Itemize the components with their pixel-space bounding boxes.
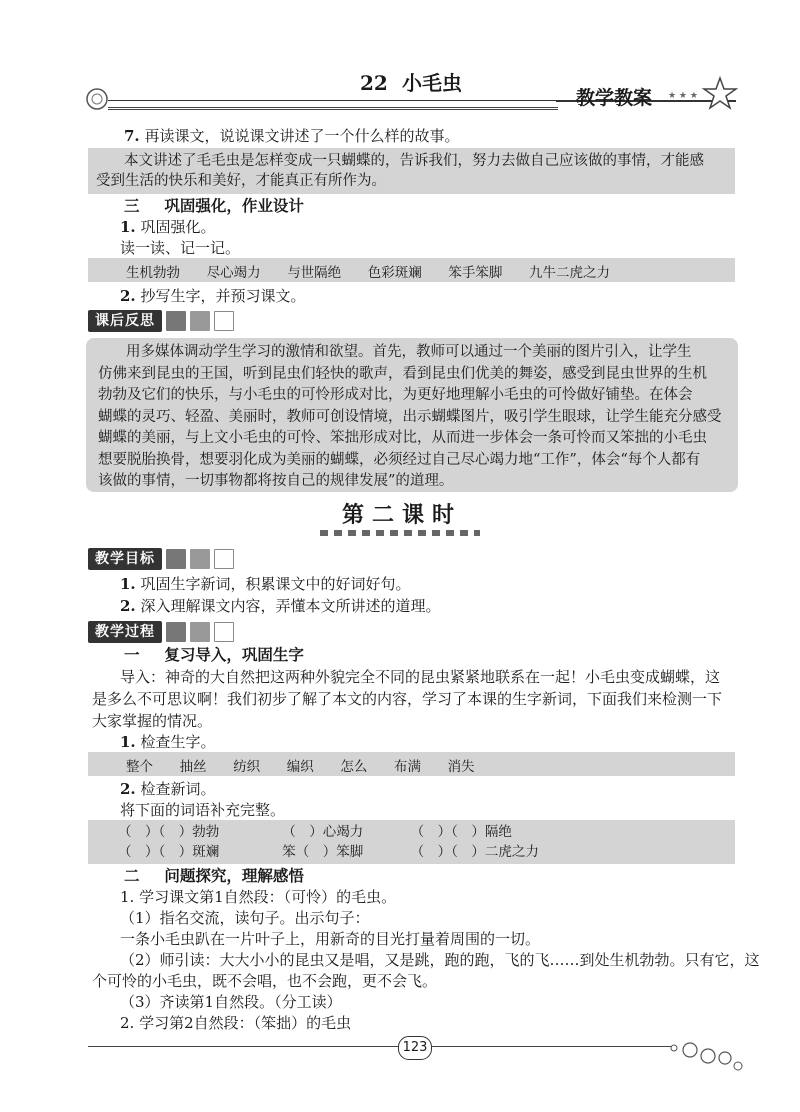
part2-line: 个可怜的小毛虫，既不会唱，也不会跑，更不会飞。	[92, 972, 438, 990]
reflection-box	[86, 338, 738, 492]
reflection-line: 蝴蝶的美丽，与上文小毛虫的可怜、笨拙形成对比，从而进一步体会一条可怜而又笨拙的小毛虫	[98, 430, 707, 446]
svg-text:★ ★ ★: ★ ★ ★	[668, 91, 698, 101]
word-item: 笨手笨脚	[448, 265, 503, 281]
section3-heading	[124, 196, 304, 216]
char-item: 抽丝	[179, 759, 207, 775]
page-number: 123	[398, 1036, 432, 1060]
objective-item: 2. 深入理解课文内容，弄懂本文所讲述的道理。	[120, 597, 441, 615]
fill-item: （ ）（ ）二虎之力	[410, 844, 539, 860]
reflection-line: 勃勃及它们的快乐，与小毛虫的可怜形成对比，为更好地理解小毛虫的可怜做好铺垫。在体会	[98, 387, 693, 403]
header	[0, 0, 800, 125]
reflection-line: 想要脱胎换骨，想要羽化成为美丽的蝴蝶，必须经过自己尽心竭力地“工作”，体会“每个人都有	[98, 451, 701, 468]
section3-item1-text: 巩固强化。	[140, 218, 216, 236]
reflection-line: 用多媒体调动学生学习的激情和欲望。首先，教师可以通过一个美丽的图片引入，让学生	[126, 344, 692, 360]
part2-line: 1. 学习课文第1自然段：（可怜）的毛虫。	[120, 888, 397, 906]
objectives-tag	[88, 548, 234, 570]
process-label: 教学过程	[88, 621, 162, 643]
part1-step2: 2. 检查新词。	[120, 780, 216, 798]
section3-item2-text: 抄写生字，并预习课文。	[140, 287, 306, 305]
header-rule	[108, 100, 558, 110]
part2-heading: 二 问题探究，理解感悟	[124, 867, 304, 885]
section3-item2-num: 2.	[120, 287, 136, 305]
word-item: 九牛二虎之力	[528, 265, 610, 281]
part1-intro-line: 导入：神奇的大自然把这两种外貌完全不同的昆虫紧紧地联系在一起！小毛虫变成蝴蝶，这	[120, 668, 721, 686]
footer-rule	[88, 1046, 398, 1047]
fill-item: （ ）（ ）斑斓	[118, 844, 220, 860]
reflection-line: 该做的事情，一切事物都将按自己的规律发展”的道理。	[98, 473, 454, 489]
second-lesson-title: 第二课时	[342, 503, 463, 528]
part1-instruction: 将下面的词语补充完整。	[120, 801, 286, 819]
star-icon	[666, 72, 738, 114]
book-label: 教学教案	[576, 87, 653, 109]
objectives-label: 教学目标	[88, 548, 162, 570]
section3-words-box	[88, 258, 735, 282]
lesson-number: 22	[360, 71, 388, 95]
fill-row	[118, 842, 735, 862]
objective-item: 1. 巩固生字新词，积累课文中的好词好句。	[120, 575, 411, 593]
part2-line: 一条小毛虫趴在一片叶子上，用新奇的目光打量着周围的一切。	[120, 930, 541, 948]
second-lesson-underline	[320, 530, 480, 536]
footer-rule-right	[432, 1046, 672, 1047]
section3-instruction: 读一读、记一记。	[120, 239, 241, 257]
chars-box	[88, 752, 735, 776]
word-item: 与世隔绝	[287, 265, 342, 281]
part1-intro-line: 是多么不可思议啊！我们初步了解了本文的内容，学习了本课的生字新词，下面我们来检测一下	[92, 690, 723, 708]
word-item: 色彩斑斓	[367, 265, 422, 281]
part1-heading: 一 复习导入，巩固生字	[124, 646, 304, 664]
part1-intro-line: 大家掌握的情况。	[92, 712, 213, 730]
reflection-line: 蝴蝶的灵巧、轻盈、美丽时，教师可创设情境，出示蝴蝶图片，吸引学生眼球，让学生能充分感受	[98, 408, 722, 425]
section3-item1	[120, 217, 215, 237]
lesson-title: 小毛虫	[402, 71, 462, 95]
fill-item: 笨（ ）笨脚	[282, 844, 364, 860]
part2-line: （2）师引读：大大小小的昆虫又是唱，又是跳，跑的跑，飞的飞……到处生机勃勃。只有它，这	[120, 951, 760, 969]
q7-number: 7.	[124, 127, 140, 145]
section3-heading-num: 三	[124, 197, 140, 215]
reflection-line: 仿佛来到昆虫的王国，听到昆虫们轻快的歌声，看到昆虫们优美的舞姿，感受到昆虫世界的生机	[98, 365, 707, 382]
part2-line: （1）指名交流，读句子。出示句子：	[120, 909, 370, 927]
fill-box	[88, 820, 735, 864]
reflection-tag	[88, 310, 234, 332]
fill-item: （ ）（ ）勃勃	[118, 824, 220, 840]
q7-answer-box	[88, 148, 735, 194]
part2-line: （3）齐读第1自然段。（分工读）	[120, 993, 342, 1011]
part1-step1: 1. 检查生字。	[120, 733, 216, 751]
section3-item2	[120, 286, 305, 306]
char-item: 布满	[393, 759, 421, 775]
char-item: 整个	[126, 759, 153, 775]
section3-heading-text: 巩固强化，作业设计	[164, 197, 304, 215]
q7-text: 再读课文，说说课文讲述了一个什么样的故事。	[144, 127, 460, 145]
reflection-label: 课后反思	[88, 310, 162, 332]
q7-answer-line: 本文讲述了毛毛虫是怎样变成一只蝴蝶的，告诉我们，努力去做自己应该做的事情，才能感	[124, 153, 704, 169]
char-item: 纺织	[233, 759, 261, 775]
footer-bubbles-ornament	[668, 1036, 748, 1076]
fill-row	[118, 822, 735, 842]
process-tag	[88, 621, 234, 643]
char-item: 编织	[286, 759, 314, 775]
q7-question	[124, 126, 459, 146]
section3-item1-num: 1.	[120, 218, 136, 236]
part2-line: 2. 学习第2自然段：（笨拙）的毛虫	[120, 1014, 352, 1032]
word-item: 生机勃勃	[126, 265, 180, 281]
char-item: 消失	[447, 759, 475, 775]
fill-item: （ ）心竭力	[282, 824, 364, 840]
fill-item: （ ）（ ）隔绝	[410, 824, 512, 840]
q7-answer-line: 受到生活的快乐和美好，才能真正有所作为。	[96, 173, 386, 189]
char-item: 怎么	[340, 759, 368, 775]
word-item: 尽心竭力	[206, 265, 261, 281]
